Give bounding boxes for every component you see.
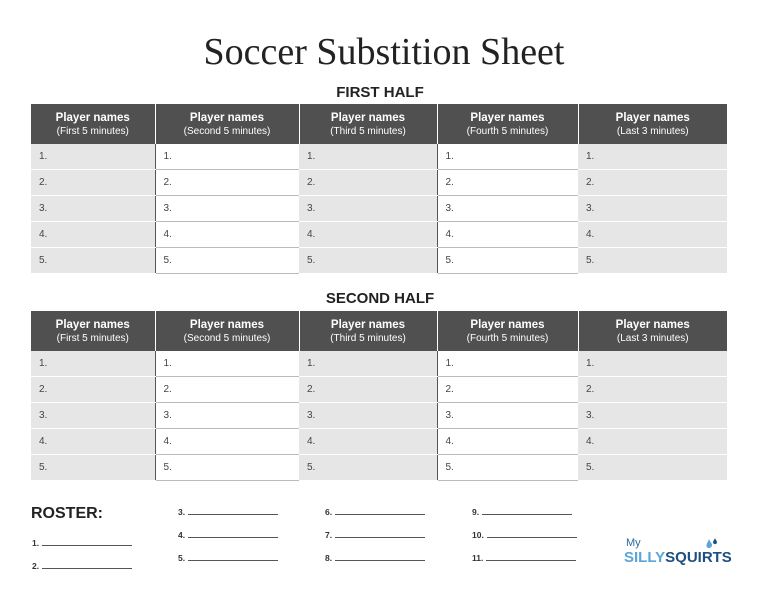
column-title: Player names	[189, 318, 265, 331]
column-title: Player names	[330, 318, 406, 331]
column-subtitle: (Fourth 5 minutes)	[466, 125, 549, 137]
table-header-row	[31, 104, 727, 144]
player-cell[interactable]: 5.	[437, 455, 578, 481]
player-cell[interactable]: 1.	[155, 351, 299, 377]
roster-number: 7.	[325, 530, 333, 540]
player-cell[interactable]: 2.	[155, 377, 299, 403]
logo-silly: SILLY	[624, 549, 666, 566]
roster-entry[interactable]	[472, 529, 577, 540]
player-cell[interactable]: 3.	[31, 196, 155, 222]
column-title: Player names	[615, 111, 690, 124]
player-cell[interactable]: 3.	[155, 403, 299, 429]
column-title: Player names	[470, 318, 545, 331]
player-cell[interactable]: 2.	[155, 170, 299, 196]
player-cell[interactable]: 3.	[31, 403, 155, 429]
player-cell[interactable]: 4.	[299, 222, 437, 248]
table-row	[31, 222, 727, 248]
logo-my: My	[626, 537, 641, 549]
table-row	[31, 377, 727, 403]
column-title: Player names	[330, 111, 406, 124]
column-title: Player names	[55, 318, 130, 331]
table-row	[31, 403, 727, 429]
roster-number: 6.	[325, 507, 333, 517]
player-cell[interactable]: 3.	[299, 196, 437, 222]
player-cell[interactable]: 5.	[437, 248, 578, 274]
column-header	[578, 311, 727, 351]
player-cell[interactable]: 5.	[578, 455, 727, 481]
roster-number: 1.	[32, 538, 40, 548]
player-cell[interactable]: 1.	[31, 351, 155, 377]
roster-entry[interactable]	[325, 552, 425, 563]
roster-line[interactable]	[486, 552, 576, 561]
column-title: Player names	[470, 111, 545, 124]
page-title: Soccer Substition Sheet	[203, 31, 565, 73]
column-subtitle: (Fourth 5 minutes)	[466, 332, 549, 344]
player-cell[interactable]: 2.	[437, 377, 578, 403]
column-subtitle: (First 5 minutes)	[56, 332, 129, 344]
column-header	[299, 104, 437, 144]
table-row	[31, 144, 727, 170]
roster-line[interactable]	[335, 552, 425, 561]
player-cell[interactable]: 1.	[299, 144, 437, 170]
column-header	[31, 311, 155, 351]
player-cell[interactable]: 4.	[299, 429, 437, 455]
roster-entry[interactable]	[178, 529, 278, 540]
roster-line[interactable]	[188, 529, 278, 538]
player-cell[interactable]: 1.	[578, 351, 727, 377]
player-cell[interactable]: 4.	[437, 429, 578, 455]
player-cell[interactable]: 5.	[31, 248, 155, 274]
player-cell[interactable]: 4.	[437, 222, 578, 248]
second-half-table	[31, 311, 727, 481]
roster-number: 5.	[178, 553, 186, 563]
roster-number: 10.	[472, 530, 484, 540]
logo-wordmark	[624, 549, 732, 567]
roster-entry[interactable]	[472, 552, 576, 563]
player-cell[interactable]: 3.	[578, 196, 727, 222]
roster-entry[interactable]	[32, 537, 132, 548]
column-subtitle: (Second 5 minutes)	[183, 125, 271, 137]
player-cell[interactable]: 4.	[31, 429, 155, 455]
player-cell[interactable]: 1.	[155, 144, 299, 170]
player-cell[interactable]: 3.	[155, 196, 299, 222]
column-header	[578, 104, 727, 144]
player-cell[interactable]: 4.	[578, 222, 727, 248]
column-subtitle: (Last 3 minutes)	[616, 125, 689, 137]
player-cell[interactable]: 1.	[299, 351, 437, 377]
roster-number: 11.	[472, 553, 484, 563]
roster-number: 4.	[178, 530, 186, 540]
roster-entry[interactable]	[178, 506, 278, 517]
roster-entry[interactable]	[325, 506, 425, 517]
player-cell[interactable]: 4.	[155, 222, 299, 248]
player-cell[interactable]: 5.	[155, 455, 299, 481]
column-header	[155, 104, 299, 144]
first-half-table	[31, 104, 727, 274]
player-cell[interactable]: 3.	[299, 403, 437, 429]
player-cell[interactable]: 5.	[299, 455, 437, 481]
roster-entry[interactable]	[32, 560, 132, 571]
player-cell[interactable]: 2.	[31, 170, 155, 196]
roster-line[interactable]	[335, 529, 425, 538]
player-cell[interactable]: 5.	[578, 248, 727, 274]
roster-line[interactable]	[42, 560, 132, 569]
roster-entry[interactable]	[178, 552, 278, 563]
table-header-row	[31, 311, 727, 351]
roster-line[interactable]	[188, 552, 278, 561]
roster-entry[interactable]	[472, 506, 572, 517]
player-cell[interactable]: 2.	[578, 377, 727, 403]
table-row	[31, 170, 727, 196]
player-cell[interactable]: 1.	[578, 144, 727, 170]
column-subtitle: (Third 5 minutes)	[330, 125, 406, 137]
second-half-heading: SECOND HALF	[325, 290, 435, 307]
column-header	[31, 104, 155, 144]
table-row	[31, 248, 727, 274]
column-subtitle: (Third 5 minutes)	[330, 332, 406, 344]
player-cell[interactable]: 2.	[578, 170, 727, 196]
table-row	[31, 429, 727, 455]
player-cell[interactable]: 2.	[31, 377, 155, 403]
player-cell[interactable]: 2.	[299, 377, 437, 403]
player-cell[interactable]: 1.	[31, 144, 155, 170]
column-header	[299, 311, 437, 351]
water-drop-icon	[705, 537, 719, 551]
column-header	[437, 104, 578, 144]
player-cell[interactable]: 5.	[299, 248, 437, 274]
roster-number: 8.	[325, 553, 333, 563]
roster-number: 9.	[472, 507, 480, 517]
first-half-heading: FIRST HALF	[336, 84, 424, 101]
player-cell[interactable]: 4.	[155, 429, 299, 455]
player-cell[interactable]: 3.	[437, 403, 578, 429]
roster-number: 3.	[178, 507, 186, 517]
column-header	[155, 311, 299, 351]
table-row	[31, 196, 727, 222]
roster-line[interactable]	[188, 506, 278, 515]
player-cell[interactable]: 2.	[299, 170, 437, 196]
column-subtitle: (Last 3 minutes)	[616, 332, 689, 344]
column-subtitle: (First 5 minutes)	[56, 125, 129, 137]
player-cell[interactable]: 3.	[437, 196, 578, 222]
roster-entry[interactable]	[325, 529, 425, 540]
column-title: Player names	[615, 318, 690, 331]
table-row	[31, 351, 727, 377]
roster-line[interactable]	[335, 506, 425, 515]
player-cell[interactable]: 5.	[155, 248, 299, 274]
column-subtitle: (Second 5 minutes)	[183, 332, 271, 344]
roster-line[interactable]	[42, 537, 132, 546]
roster-line[interactable]	[482, 506, 572, 515]
column-title: Player names	[189, 111, 265, 124]
player-cell[interactable]: 4.	[578, 429, 727, 455]
player-cell[interactable]: 1.	[437, 144, 578, 170]
roster-line[interactable]	[487, 529, 577, 538]
roster-number: 2.	[32, 561, 40, 571]
player-cell[interactable]: 4.	[31, 222, 155, 248]
table-row	[31, 455, 727, 481]
player-cell[interactable]: 2.	[437, 170, 578, 196]
player-cell[interactable]: 3.	[578, 403, 727, 429]
logo-squirts: SQUIRTS	[665, 549, 732, 566]
column-title: Player names	[55, 111, 130, 124]
roster-title: ROSTER:	[31, 505, 103, 522]
player-cell[interactable]: 5.	[31, 455, 155, 481]
column-header	[437, 311, 578, 351]
player-cell[interactable]: 1.	[437, 351, 578, 377]
